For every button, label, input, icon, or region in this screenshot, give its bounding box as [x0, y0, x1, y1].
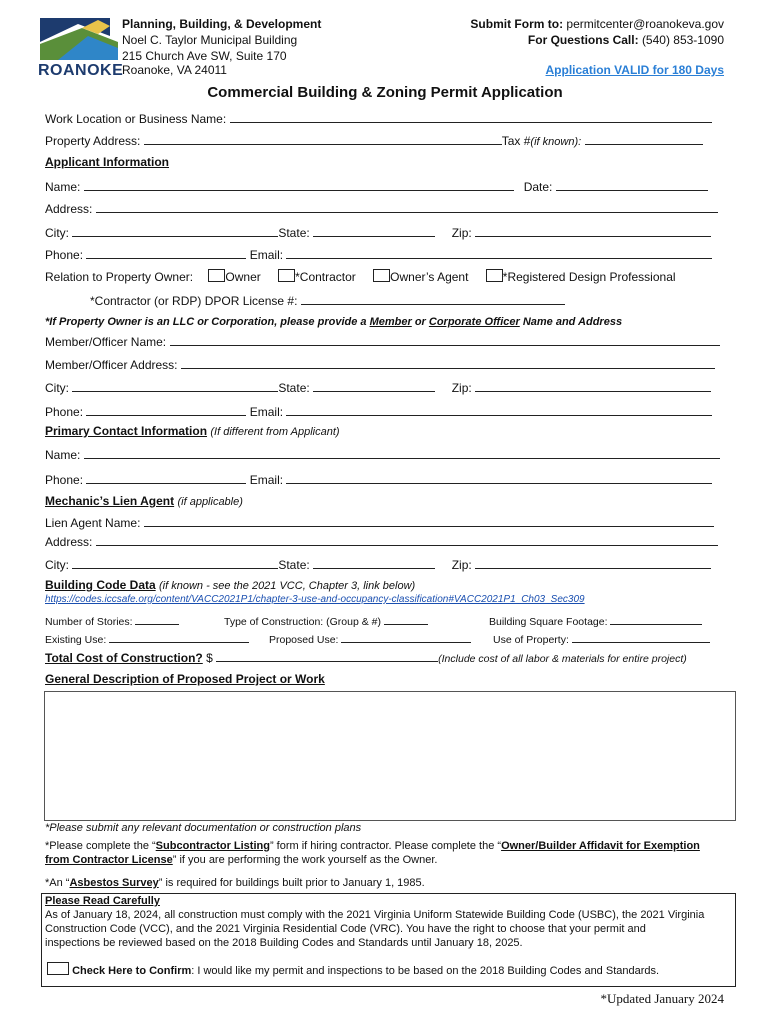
square-footage-row: Building Square Footage:: [489, 613, 702, 628]
building-name: Noel C. Taylor Municipal Building: [122, 33, 298, 47]
primary-phone-row: Phone: Email:: [45, 472, 712, 487]
applicant-name-field[interactable]: [84, 179, 514, 191]
confirm-checkbox[interactable]: [47, 962, 69, 975]
dpor-license-field[interactable]: [301, 293, 565, 305]
primary-name-field[interactable]: [84, 447, 720, 459]
logo-text: ROANOKE: [38, 62, 124, 79]
owner-builder-affidavit-link[interactable]: Owner/Builder Affidavit for Exemption: [501, 840, 700, 852]
description-heading: General Description of Proposed Project or Work: [45, 672, 325, 686]
applicant-city-field[interactable]: [72, 225, 278, 237]
member-name-field[interactable]: [170, 334, 720, 346]
asbestos-note: *An “Asbestos Survey” is required for buildings built prior to January 1, 1985.: [45, 877, 425, 889]
notice-line-1: As of January 18, 2024, all construction must comply with the 2021 Virginia Uniform Statewide Building Code (USBC), the 2021 Virginia: [45, 909, 705, 921]
square-footage-field[interactable]: [610, 613, 702, 625]
cost-field[interactable]: [216, 650, 438, 662]
construction-type-row: Type of Construction: (Group & #): [224, 613, 428, 628]
city-address: Roanoke, VA 24011: [122, 63, 227, 77]
member-name-row: Member/Officer Name:: [45, 334, 720, 349]
member-phone-row: Phone: Email:: [45, 404, 712, 419]
dpor-row: *Contractor (or RDP) DPOR License #:: [90, 293, 565, 308]
footer-updated: *Updated January 2024: [600, 991, 724, 1006]
rdp-checkbox[interactable]: [486, 269, 503, 282]
primary-email-field[interactable]: [286, 472, 712, 484]
cost-row: Total Cost of Construction? $ (Include cost of all labor & materials for entire project): [45, 651, 687, 665]
member-address-field[interactable]: [181, 357, 715, 369]
property-address-field[interactable]: [144, 133, 502, 145]
construction-type-field[interactable]: [384, 613, 428, 625]
member-city-field[interactable]: [72, 380, 278, 392]
asbestos-survey-link[interactable]: Asbestos Survey: [69, 877, 159, 889]
applicant-city-row: City: State: Zip:: [45, 225, 711, 240]
lien-city-field[interactable]: [72, 557, 278, 569]
member-phone-field[interactable]: [86, 404, 246, 416]
description-textarea[interactable]: [44, 691, 736, 821]
work-location-field[interactable]: [230, 111, 712, 123]
property-address-row: Property Address: Tax #(if known):: [45, 133, 703, 148]
relation-row: Relation to Property Owner: Owner *Contractor Owner’s Agent *Registered Design Professional: [45, 270, 676, 284]
code-heading-row: Building Code Data (if known - see the 2021 VCC, Chapter 3, link below): [45, 578, 416, 592]
validity-note: Application VALID for 180 Days: [545, 63, 724, 77]
submit-info: Submit Form to: permitcenter@roanokeva.gov: [470, 17, 724, 31]
documentation-note: *Please submit any relevant documentation or construction plans: [45, 822, 362, 834]
member-state-field[interactable]: [313, 380, 435, 392]
submit-email[interactable]: permitcenter@roanokeva.gov: [566, 17, 724, 31]
applicant-email-field[interactable]: [286, 247, 712, 259]
member-city-row: City: State: Zip:: [45, 380, 711, 395]
cost-label: Total Cost of Construction?: [45, 651, 203, 665]
applicant-phone-field[interactable]: [86, 247, 246, 259]
use-of-property-field[interactable]: [572, 631, 710, 643]
stories-field[interactable]: [135, 613, 179, 625]
primary-name-row: Name:: [45, 447, 720, 462]
applicant-name-row: Name: Date:: [45, 179, 708, 194]
applicant-state-field[interactable]: [313, 225, 435, 237]
applicant-phone-row: Phone: Email:: [45, 247, 712, 262]
contractor-checkbox[interactable]: [278, 269, 295, 282]
notice-heading: Please Read Carefully: [45, 895, 160, 907]
lien-name-field[interactable]: [144, 515, 714, 527]
notice-line-2: Construction Code (VCC), and the 2021 Virginia Residential Code (VRC). You have the right to choose that your permit and: [45, 923, 646, 935]
roanoke-logo: [38, 14, 120, 64]
notice-line-3: inspections be reviewed based on the 2018 Building Codes and Standards until January 18, 2025.: [45, 937, 523, 949]
tax-number-field[interactable]: [585, 133, 703, 145]
lien-heading-row: Mechanic’s Lien Agent (if applicable): [45, 494, 243, 508]
code-link[interactable]: https://codes.iccsafe.org/content/VACC2021P1/chapter-3-use-and-occupancy-classification#VACC2021P1_Ch03_Sec309: [45, 594, 585, 605]
member-address-row: Member/Officer Address:: [45, 357, 715, 372]
lien-heading: Mechanic’s Lien Agent: [45, 494, 175, 508]
primary-heading-row: Primary Contact Information (If different from Applicant): [45, 424, 340, 438]
questions-info: For Questions Call: (540) 853-1090: [527, 33, 724, 47]
use-of-property-row: Use of Property:: [493, 631, 710, 646]
stories-row: Number of Stories:: [45, 613, 179, 628]
applicant-zip-field[interactable]: [475, 225, 711, 237]
member-email-field[interactable]: [286, 404, 712, 416]
work-location-row: Work Location or Business Name:: [45, 111, 712, 126]
primary-heading: Primary Contact Information: [45, 424, 208, 438]
proposed-use-field[interactable]: [341, 631, 471, 643]
lien-state-field[interactable]: [313, 557, 435, 569]
street-address: 215 Church Ave SW, Suite 170: [122, 49, 287, 63]
contractor-license-link[interactable]: from Contractor License: [45, 854, 173, 866]
applicant-address-row: Address:: [45, 201, 718, 216]
page-title: Commercial Building & Zoning Permit Application: [207, 84, 563, 101]
lien-zip-field[interactable]: [475, 557, 711, 569]
lien-city-row: City: State: Zip:: [45, 557, 711, 572]
agent-checkbox[interactable]: [373, 269, 390, 282]
lien-address-row: Address:: [45, 534, 718, 549]
applicant-address-field[interactable]: [96, 201, 718, 213]
subcontractor-note-line2: from Contractor License” if you are performing the work yourself as the Owner.: [45, 854, 438, 866]
subcontractor-note-line1: *Please complete the “Subcontractor Listing” form if hiring contractor. Please complete the “Owner/Builder Affidavit for Exemption: [45, 840, 700, 852]
existing-use-row: Existing Use:: [45, 631, 249, 646]
org-name: Planning, Building, & Development: [122, 17, 322, 31]
lien-name-row: Lien Agent Name:: [45, 515, 714, 530]
member-zip-field[interactable]: [475, 380, 711, 392]
code-heading: Building Code Data: [45, 578, 156, 592]
proposed-use-row: Proposed Use:: [269, 631, 471, 646]
notice-box: [41, 893, 736, 987]
subcontractor-listing-link[interactable]: Subcontractor Listing: [155, 840, 270, 852]
applicant-heading: Applicant Information: [45, 155, 169, 169]
primary-phone-field[interactable]: [86, 472, 246, 484]
llc-note: *If Property Owner is an LLC or Corporation, please provide a Member or Corporate Officer Name and Address: [45, 316, 623, 328]
lien-address-field[interactable]: [96, 534, 718, 546]
existing-use-field[interactable]: [109, 631, 249, 643]
confirm-row: Check Here to Confirm: I would like my permit and inspections to be based on the 2018 Building Codes and Standards.: [47, 962, 659, 977]
applicant-date-field[interactable]: [556, 179, 708, 191]
owner-checkbox[interactable]: [208, 269, 225, 282]
